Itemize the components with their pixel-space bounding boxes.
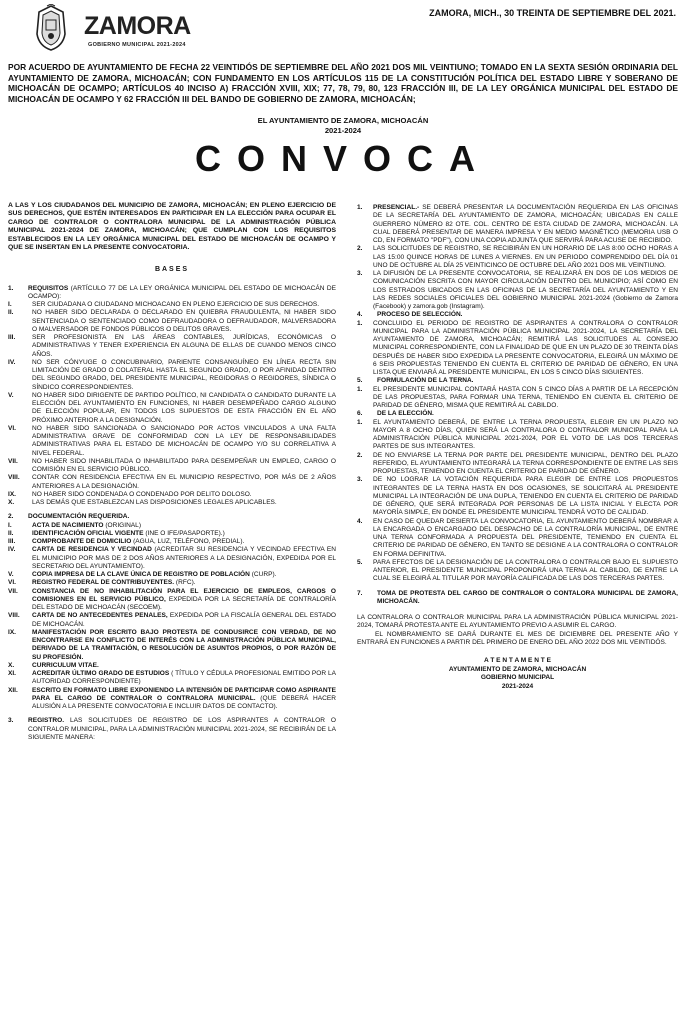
list-item-number: 5. <box>357 558 363 566</box>
list-item-text: NO HABER SIDO CONDENADA O CONDENADO POR DELITO DOLOSO. <box>32 490 252 498</box>
list-item-text: NO HABER SIDO SANCIONADA O SANCIONADO POR ACTOS VINCULADOS A UNA FALTA ADMINISTRATIVA GRAVE DE CONFORMIDAD CON LA LEY DE RESPONSABILIDADES ADMINISTRATIVAS PARA EL ESTADO DE MICHOACÁN DE OCAMPO Y/O SU CORRELATIVA A NIVEL FEDERAL. <box>32 424 336 457</box>
list-item-number: 1. <box>357 385 363 393</box>
signature-line-4: 2021-2024 <box>501 682 534 690</box>
list-item-text: NO HABER SIDO INHABILITADA O INHABILITADO PARA DESEMPEÑAR UN EMPLEO, CARGO O COMISIÓN EN EL SERVICIO PÚBLICO. <box>32 457 336 474</box>
list-item <box>8 474 336 491</box>
list-item <box>8 499 336 507</box>
list-item-bold-text: ACREDITAR ÚLTIMO GRADO DE ESTUDIOS <box>32 670 170 678</box>
closing-paragraph-1: LA CONTRALORA O CONTRALOR MUNICIPAL PARA LA ADMINISTRACIÓN PÚBLICA MUNICIPAL 2021-2024, TOMARÁ PROTESTA ANTE EL AYUNTAMIENTO PREVIO A ASUMIR EL CARGO. <box>357 614 678 630</box>
list-item-number: III. <box>8 538 16 546</box>
logo-subtitle: GOBIERNO MUNICIPAL 2021-2024 <box>88 42 186 48</box>
signature-block <box>357 657 678 691</box>
list-item-text: SER CIUDADANA O CIUDADANO MICHOACANO EN PLENO EJERCICIO DE SUS DERECHOS. <box>32 301 320 309</box>
list-item-text: DE NO ENVIARSE LA TERNA POR PARTE DEL PRESIDENTE MUNICIPAL, DENTRO DEL PLAZO REFERIDO, EL AYUNTAMIENTO INTEGRARÁ LA TERNA CORRESPONDIENTE DE ENTRE LAS SEIS PROPUESTAS, TENIENDO EN CUENTA EL CRITERIO DE PARIDAD DE GÉNERO. <box>373 451 678 475</box>
list-item-text: EXPEDIDA POR LA SECRETARÍA DE CONTRALORÍA DEL ESTADO DE MICHOACÁN (SECOEM). <box>32 595 336 612</box>
selection-heading: 4. PROCESO DE SELECCIÓN. <box>357 311 463 319</box>
list-item <box>8 538 336 546</box>
list-item <box>357 204 678 245</box>
signature-line-3: GOBIERNO MUNICIPAL <box>480 674 555 681</box>
list-item <box>8 687 336 712</box>
list-item-text: (ACREDITAR SU RESIDENCIA Y VECINDAD EFECTIVA EN EL MUNICIPIO POR MAS DE 2 DOS AÑOS ANTERIORES A LA DESIGNACIÓN, EXPEDIDA POR EL SECRETARIO DEL AYUNTAMIENTO). <box>32 546 336 570</box>
list-item-number: 4. <box>357 517 363 525</box>
right-column <box>357 204 678 691</box>
list-item-text: ( TÍTULO Y CÉDULA PROFESIONAL EMITIDO POR LA AUTORIDAD CORRESPONDIENTE) <box>32 670 336 686</box>
list-item-number: 2. <box>357 245 363 253</box>
list-item <box>8 309 336 334</box>
closing-paragraph-2: EL NOMBRAMIENTO SE DARÁ DURANTE EL MES DE DICIEMBRE DEL PRESENTE AÑO Y ENTRARÁ EN FUNCIONES A PARTIR DEL PRIMERO DE ENERO DEL AÑO 2022 DOS MIL VEINTIDÓS. <box>357 630 678 646</box>
list-item-text: (CURP). <box>249 571 277 579</box>
list-item <box>8 301 336 309</box>
list-item-text: CONCLUIDO EL PERIODO DE REGISTRO DE ASPIRANTES A CONTRALORA O CONTRALOR MUNICIPAL PARA LA ADMINISTRACIÓN PÚBLICA MUNICIPAL 2021-2024, LA SECRETARÍA DEL AYUNTAMIENTO DE ZAMORA, MICHOACÁN; REMITIRÁ LAS SOLICITUDES AL CONSEJO MUNICIPAL CORRESPONDIENTE, CON LA FINALIDAD DE QUE EN UN PLAZO DE 30 TREINTA DÍAS DESPUÉS DE HABER SIDO EXPEDIDA LA PRESENTE CONVOCATORIA, ELEGIRÁ UN MÁXIMO DE 6 SEIS PROPUESTAS TENIENDO EN CUENTA EL CRITERIO DE PARIDAD DE GÉNERO, EN UNA LISTA QUE ENVIARÁ AL PRESIDENTE MUNICIPAL, EN LOS 5 CINCO DÍAS SIGUIENTES. <box>373 319 678 376</box>
list-item <box>357 320 678 378</box>
list-item <box>8 612 336 629</box>
terna-items <box>357 386 678 411</box>
issuer-line-1: EL AYUNTAMIENTO DE ZAMORA, MICHOACÁN <box>257 116 429 125</box>
list-item-bold-text: CONSTANCIA DE NO INHABILITACIÓN PARA EL EJERCICIO DE EMPLEOS, CARGOS O COMISIONES EN EL SERVICIO PÚBLICO, <box>32 587 336 603</box>
list-item <box>357 476 678 517</box>
signature-line-1: A T E N T A M E N T E <box>484 657 551 664</box>
list-item <box>8 491 336 499</box>
list-item-text: EL PRESIDENTE MUNICIPAL CONTARÁ HASTA CON 5 CINCO DÍAS A PARTIR DE LA RECEPCIÓN DE LAS PROPUESTAS, PARA FORMAR UNA TERNA, TENIENDO EN CUENTA EL CRITERIO DE PARIDAD DE GÉNERO, MISMA QUE REMITIRÁ AL CABILDO. <box>373 385 678 409</box>
list-item <box>357 452 678 477</box>
list-item-text: (ORIGINAL) <box>103 521 141 529</box>
election-items <box>357 419 678 584</box>
documents-heading: 2. DOCUMENTACIÓN REQUERIDA. <box>8 513 130 521</box>
list-item-bold-text: IDENTIFICACIÓN OFICIAL VIGENTE <box>32 529 144 537</box>
list-item-bold-text: COMPROBANTE DE DOMICILIO <box>32 538 132 546</box>
list-item-number: I. <box>8 301 12 309</box>
list-item-number: XII. <box>8 686 18 694</box>
list-item <box>8 546 336 571</box>
list-item-text: LAS SOLICITUDES DE REGISTRO, SE RECIBIRÁN EN UN HORARIO DE LAS 8:00 OCHO HORAS A LAS 15:00 QUINCE HORAS DE LUNES A VIERNES. EN UN PERIODO COMPRENDIDO DEL DÍA 01 UNO DE OCTUBRE AL DÍA 25 VEINTICINCO DE OCTUBRE DEL AÑO 2021 DOS MIL VEINTIUNO. <box>373 245 678 269</box>
list-item-number: IX. <box>8 490 17 498</box>
list-item <box>357 559 678 584</box>
list-item <box>8 334 336 359</box>
logo-name: ZAMORA <box>84 12 191 40</box>
terna-heading: 5. FORMULACIÓN DE LA TERNA. <box>357 377 474 385</box>
document-date: ZAMORA, MICH., 30 TREINTA DE SEPTIEMBRE DEL 2021. <box>429 8 676 18</box>
list-item-number: III. <box>8 334 16 342</box>
list-item-bold-text: COPIA IMPRESA DE LA CLAVE ÚNICA DE REGISTRO DE POBLACIÓN <box>32 571 250 579</box>
list-item-text: SER PROFESIONISTA EN LAS ÁREAS CONTABLES, JURÍDICAS, ECONÓMICAS O ADMINISTRATIVAS Y TENER EXPERIENCIA EN ALGUNA DE ELLAS DE CUANDO MENOS CINCO AÑOS. <box>32 334 336 358</box>
list-item-bold-text: ACTA DE NACIMIENTO <box>32 521 104 529</box>
bases-heading: BASES <box>154 266 190 274</box>
list-item-number: V. <box>8 571 14 579</box>
list-item-number: IV. <box>8 546 16 554</box>
preamble: POR ACUERDO DE AYUNTAMIENTO DE FECHA 22 VEINTIDÓS DE SEPTIEMBRE DEL AÑO 2021 DOS MIL VEINTIUNO; TOMADO EN LA SEXTA SESIÓN ORDINARIA DEL AYUNTAMIENTO DE ZAMORA, MICHOACÁN; CON FUNDAMENTO EN LOS ARTÍCULOS 115 DE LA CONSTITUCIÓN POLÍTICA DEL ESTADO LIBRE Y SOBERANO DE MICHOACÁN DE OCAMPO; ARTÍCULOS 40 INCISO A) FRACCIÓN XVIII, XIX; 77, 78, 79, 80, 123 FRACCIÓN III, DE LA LEY ORGÁNICA MUNICIPAL DEL ESTADO DE MICHOACÁN DE OCAMPO Y 62 FRACCIÓN III DEL BANDO DE GOBIERNO DE ZAMORA, MICHOACÁN; <box>8 62 678 104</box>
list-item-text: EXPEDIDA POR LA FISCALÍA GENERAL DEL ESTADO DE MICHOACÁN. <box>32 612 337 628</box>
list-item-text: PARA EFECTOS DE LA DESIGNACIÓN DE LA CONTRALORA O CONTRALOR BAJO EL SUPUESTO ANTERIOR, EL PRESIDENTE MUNICIPAL PROPONDRÁ UNA TERNA AL CABILDO, DE ENTRE LA CUAL SE ELEGIRÁ AL TITULAR POR MAYORÍA CALIFICADA DE LAS DOS TERCERAS PARTES. <box>373 558 678 583</box>
list-item-number: IV. <box>8 358 16 366</box>
list-item <box>8 629 336 662</box>
list-item-text: (QUE DEBERÁ HACER ALUSIÓN A LA PRESENTE CONVOCATORIA E INCLUIR DATOS DE CONTACTO). <box>32 694 336 711</box>
list-item-text: CONTAR CON RESIDENCIA EFECTIVA EN EL MUNICIPIO RESPECTIVO, POR MÁS DE 2 AÑOS ANTERIORES A LA DESIGNACIÓN. <box>32 474 336 490</box>
list-item-text: NO HABER SIDO DIRIGENTE DE PARTIDO POLÍTICO, NI CANDIDATA O CANDIDATO DURANTE LA ELECCIÓN DEL AYUNTAMIENTO EN FUNCIONES, NI HABER DESEMPEÑADO CARGO ALGUNO DE ELECCIÓN POPULAR, EN TODOS LOS SUPUESTOS DE ESTA FRACCIÓN EN EL AÑO PRÓXIMO ANTERIOR A LA DESIGNACIÓN. <box>32 391 336 424</box>
list-item-number: VII. <box>8 587 18 595</box>
municipal-seal-icon <box>33 4 69 52</box>
list-item-number: 3. <box>357 476 363 484</box>
list-item-text: (RFC). <box>174 579 196 587</box>
list-item-text: DE NO LOGRAR LA VOTACIÓN REQUERIDA PARA ELEGIR DE ENTRE LOS PROPUESTOS INTEGRANTES DE LA TERNA HASTA EN DOS OCASIONES, SE SOLICITARÁ AL PRESIDENTE MUNICIPAL LA INTEGRACIÓN DE UNA DUPLA, TENIENDO EN CUENTA EL CRITERIO DE PARIDAD DE GÉNERO, QUE SERÁ INTEGRADA POR PERSONAS DE LA LISTA INICIAL Y ELECTA POR MAYORÍA SIMPLE, EN DONDE EL PRESIDENTE MUNICIPAL TENDRÁ VOTO DE CALIDAD. <box>373 476 678 517</box>
list-item-bold-text: ESCRITO EN FORMATO LIBRE EXPONIENDO LA INTENSIÓN DE PARTICIPAR COMO ASPIRANTE PARA EL CARGO DE CONTRALOR O CONTRALORA MUNICIPAL. <box>32 686 336 702</box>
list-item-number: VIII. <box>8 474 20 482</box>
list-item-number: IX. <box>8 628 17 636</box>
list-item-number: II. <box>8 309 14 317</box>
list-item-text: NO SER CÓNYUGE O CONCUBINARIO, PARIENTE CONSANGUÍNEO EN LÍNEA RECTA SIN LIMITACIÓN DE GRADO O COLATERAL HASTA EL SEGUNDO GRADO, O POR AFINIDAD DENTRO DEL SEGUNDO GRADO, DEL PRESIDENTE MUNICIPAL, REGIDORAS O REGIDORES, SÍNDICA O SÍNDICO CORRESPONDIENTES. <box>32 358 336 391</box>
intro-paragraph: A LAS Y LOS CIUDADANOS DEL MUNICIPIO DE ZAMORA, MICHOACÁN; EN PLENO EJERCICIO DE SUS DERECHOS, QUE ESTÉN INTERESADOS EN PARTICIPAR EN LA ELECCIÓN PARA OCUPAR EL CARGO DE CONTRALOR O CONTRALORA MUNICIPAL DE LA ADMINISTRACIÓN PÚBLICA MUNICIPAL 2021-2024 DE ZAMORA, MICHOACÁN; QUE CUMPLAN CON LOS REQUISITOS ESTABLECIDOS EN LA LEY ORGÁNICA MUNICIPAL DEL ESTADO DE MICHOACÁN DE OCAMPO Y QUE SE INSERTAN EN LA PRESENTE CONVOCATORIA. <box>8 202 336 252</box>
header <box>0 0 686 58</box>
list-item <box>8 571 336 579</box>
list-item <box>357 419 678 452</box>
issuer-line-2: 2021-2024 <box>324 126 362 135</box>
list-item-number: 1. <box>357 418 363 426</box>
list-item-text: (AGUA, LUZ, TELÉFONO, PREDIAL). <box>131 538 245 546</box>
list-item-text: LAS DEMÁS QUE ESTABLEZCAN LAS DISPOSICIONES LEGALES APLICABLES. <box>32 499 277 507</box>
signature-line-2: AYUNTAMIENTO DE ZAMORA, MICHOACÁN <box>448 665 587 673</box>
issuer <box>0 116 686 136</box>
list-item-number: VI. <box>8 579 17 587</box>
list-item <box>8 670 336 687</box>
list-item-number: 1. <box>357 319 363 327</box>
list-item-bold-text: CARTA DE NO ANTECEDENTES PENALES, <box>32 612 168 620</box>
list-item-text: LA DIFUSIÓN DE LA PRESENTE CONVOCATORIA, SE REALIZARÁ EN DOS DE LOS MEDIOS DE COMUNICACIÓN ESCRITA CON MAYOR CIRCULACIÓN DENTRO DEL MUNICIPIO; ASÍ COMO EN LOS ESTRADOS UBICADOS EN LAS OFICINAS DE LA SECRETARÍA DEL AYUNTAMIENTO Y EN LAS REDES SOCIALES OFICIALES DEL GOBIERNO MUNICIPAL 2021-2024 (Gobierno de Zamora (Facebook) y zamora.gob (Instagram). <box>373 270 678 310</box>
list-item-number: II. <box>8 529 14 537</box>
list-item-bold-text: PRESENCIAL.- <box>373 204 420 211</box>
list-item <box>8 359 336 392</box>
election-heading: 6. DE LA ELECCIÓN. <box>357 410 434 418</box>
list-item <box>8 579 336 587</box>
list-item-number: 3. <box>357 270 363 277</box>
list-item <box>8 522 336 530</box>
list-item-number: 1. <box>357 204 363 211</box>
list-item-text: EN CASO DE QUEDAR DESIERTA LA CONVOCATORIA, EL AYUNTAMIENTO DEBERÁ NOMBRAR A LA ENCARGADA O ENCARGADO DEL DESPACHO DE LA CONTRALORÍA MUNICIPAL, DE ENTRE UNA TERNA CONFORMADA A PROPUESTA DEL PRESIDENTE, TENIENDO EN CUENTA EL CRITERIO DE PARIDAD DE GÉNERO, EN TANTO SE DESIGNE A LA CONTRALORA O CONTRALOR EN FORMA DEFINITIVA. <box>373 517 678 558</box>
list-item-text: NO HABER SIDO DECLARADA O DECLARADO EN QUIEBRA FRAUDULENTA, NI HABER SIDO SENTENCIADA O SENTENCIADO COMO DEFRAUDADORA O DEFRAUDADOR, MALVERSADORA O MALVERSADOR DE FONDOS PÚBLICOS O DELITOS GRAVES. <box>32 309 336 333</box>
requirements-list <box>8 301 336 507</box>
list-item <box>357 245 678 270</box>
list-item-text: EL AYUNTAMIENTO DEBERÁ, DE ENTRE LA TERNA PROPUESTA, ELEGIR EN UN PLAZO NO MAYOR A 8 OCHO DÍAS, QUIEN SERÁ LA CONTRALORA O CONTRALOR MUNICIPAL PARA LA ADMINISTRACIÓN PÚBLICA MUNICIPAL 2021-2024, POR EL VOTO DE LAS DOS TERCERAS PARTES DE SUS INTEGRANTES. <box>373 418 678 451</box>
list-item-number: X. <box>8 661 15 669</box>
list-item <box>8 392 336 425</box>
list-item-number: I. <box>8 521 12 529</box>
list-item-number: VI. <box>8 424 17 432</box>
list-item <box>8 530 336 538</box>
list-item <box>357 386 678 411</box>
list-item-bold-text: REGISTRO FEDERAL DE CONTRIBUYENTES. <box>32 579 175 587</box>
list-item-text: (INE O IFE/PASAPORTE).) <box>143 529 225 537</box>
list-item <box>8 425 336 458</box>
selection-items <box>357 320 678 378</box>
registration-paragraph: 3. REGISTRO. LAS SOLICITUDES DE REGISTRO DE LOS ASPIRANTES A CONTRALOR O CONTRALOR MUNICIPAL, PARA LA ADMINISTRACIÓN MUNICIPAL 2021-2024, SE RECIBIRÁN DE LA SIGUIENTE MANERA: <box>8 717 336 741</box>
list-item-bold-text: MANIFESTACIÓN POR ESCRITO BAJO PROTESTA DE CONDUSIRCE CON VERDAD, DE NO ENCONTRARSE EN CONFLICTO DE INTERÉS CON LA ADMINISTRACIÓN PÚBLICA MUNICIPAL, DERIVADO DE LA TRAMITACIÓN, O RESOLUCIÓN DE ASUNTOS PROPIOS, O POR RAZÓN DE SU PROFESIÓN. <box>32 628 336 661</box>
registration-items <box>357 204 678 311</box>
left-column <box>8 202 336 742</box>
list-item <box>8 458 336 475</box>
list-item-number: V. <box>8 391 14 399</box>
list-item <box>357 270 678 311</box>
list-item <box>8 588 336 613</box>
list-item <box>8 662 336 670</box>
list-item-number: X. <box>8 499 15 507</box>
oath-heading: 7. TOMA DE PROTESTA DEL CARGO DE CONTRALOR O CONTALORA MUNICIPAL DE ZAMORA, MICHOACÁN. <box>357 589 678 605</box>
list-item <box>357 518 678 559</box>
list-item-text: SE DEBERÁ PRESENTAR LA DOCUMENTACIÓN REQUERIDA EN LAS OFICINAS DE LA SECRETARÍA DEL AYUNTAMIENTO DE ZAMORA, MICHOACÁN; UBICADAS EN CALLE GUERRERO NÚMERO 82 OTE. COL. CENTRO DE ESTA CIUDAD DE ZAMORA, MICHOACÁN. LA CUAL DEBERÁ PRESENTAR DE MANERA IMPRESA Y EN MEDIO MAGNÉTICO (MEMORIA USB O CD, EN FORMATO "PDF"), CON UNA COPIA ADJUNTA QUE SERVIRÁ PARA ACUSE DE RECIBIDO. <box>373 204 678 244</box>
documents-list <box>8 522 336 712</box>
list-item-bold-text: CARTA DE RESIDENCIA Y VECINDAD <box>32 546 152 554</box>
document-title: CONVOCA <box>194 138 491 179</box>
list-item-number: XI. <box>8 670 17 678</box>
list-item-number: 2. <box>357 451 363 459</box>
list-item-number: VII. <box>8 457 18 465</box>
requirements-heading: 1. REQUISITOS (ARTÍCULO 77 DE LA LEY ORGÁNICA MUNICIPAL DEL ESTADO DE MICHOACÁN DE OCAMPO): <box>8 284 336 300</box>
list-item-number: VIII. <box>8 612 20 620</box>
list-item-bold-text: CURRICULUM VITAE. <box>32 661 99 669</box>
